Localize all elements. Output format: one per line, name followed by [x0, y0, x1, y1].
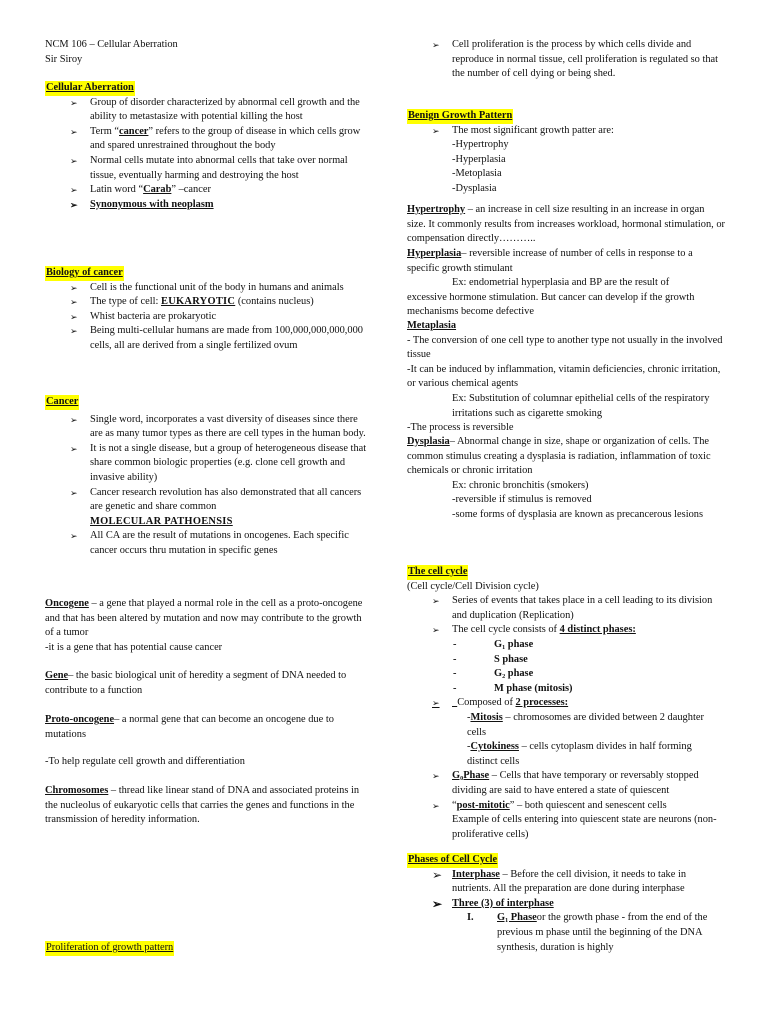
list-item: ➢ Synonymous with neoplasm — [45, 198, 367, 213]
arrow-bullet-icon: ➢ — [432, 771, 440, 782]
list-item: -Mitosis – chromosomes are divided between 2 daughter cells — [467, 711, 704, 738]
list-item: -Cytokiness – cells cytoplasm divides in half forming distinct cells — [467, 741, 692, 767]
course-title: NCM 106 – Cellular Aberration — [45, 39, 178, 50]
arrow-bullet-icon: ➢ — [70, 531, 78, 542]
arrow-bullet-icon: ➢ — [70, 97, 78, 108]
heading-cellular-aberration: Cellular Aberration — [45, 81, 135, 96]
list-item: ➢ The type of cell: EUKARYOTIC (contains nucleus) — [45, 295, 367, 310]
list-item: ➢ Term “cancer” refers to the group of disease in which cells grow and spared unrestrained throughout the body — [70, 125, 361, 152]
list-item: ➢ Series of events that takes place in a cell leading to its division and duplication (Replication) — [432, 595, 713, 621]
list-item: ➢ Latin word “Carab” –cancer — [45, 183, 367, 198]
list-item: - S phase — [453, 653, 528, 665]
section-cellular-aberration — [45, 81, 367, 212]
list-item: ➢ Cancer research revolution has also demonstrated that all cancers are genetic and share common MOLECULAR PATHOENSIS — [70, 486, 362, 527]
list-item: -Metoplasia — [452, 168, 502, 180]
arrow-bullet-icon: ➢ — [432, 625, 440, 636]
arrow-bullet-icon: ➢ — [432, 596, 440, 607]
heading-proliferation: Proliferation of growth pattern — [45, 941, 174, 956]
arrow-bullet-icon: ➢ — [70, 414, 78, 425]
section-phases-of-cell-cycle — [407, 853, 725, 955]
heading-phases-of-cell-cycle: Phases of Cell Cycle — [407, 853, 498, 868]
section-benign-growth — [407, 109, 725, 197]
heading-cancer: Cancer — [45, 395, 79, 410]
arrow-bullet-icon: ➢ — [70, 297, 78, 308]
list-item: ➢ Composed of 2 processes: — [407, 696, 725, 711]
list-item: - M phase (mitosis) — [453, 682, 573, 694]
arrow-bullet-icon: ➢ — [70, 199, 78, 210]
list-item: ➢ Normal cells mutate into abnormal cells that take over normal tissue, eventually harming and destroying the host — [70, 154, 348, 181]
section-proliferation — [45, 941, 367, 956]
list-item: - G₂ phase — [453, 668, 534, 680]
document-header — [45, 38, 367, 67]
list-item: -Hyperplasia — [452, 153, 506, 165]
list-item: ➢ Group of disorder characterized by abnormal cell growth and the ability to metastasize with potential killing the host — [70, 96, 360, 123]
list-item: ➢ Being multi-cellular humans are made from 100,000,000,000,000 cells, all are derived from a single fertilized ovum — [70, 325, 363, 351]
definition-proto-oncogene-note: -To help regulate cell growth and differentiation — [45, 756, 245, 767]
arrow-bullet-icon: ➢ — [70, 443, 78, 454]
arrow-bullet-icon: ➢ — [70, 282, 78, 293]
heading-cell-cycle: The cell cycle — [407, 565, 468, 580]
arrow-bullet-icon: ➢ — [70, 155, 78, 166]
list-item: ➢ Interphase – Before the cell division, it needs to take in nutrients. All the preparation are done during interphase — [432, 867, 687, 895]
arrow-bullet-icon: ➢ — [70, 311, 78, 322]
arrow-bullet-icon: ➢ — [70, 487, 78, 498]
arrow-bullet-icon: ➢ — [432, 867, 443, 882]
section-cell-cycle: The cell cycle (Cell cycle/Cell Division cycle) ➢ Series of events that takes place in a cell leading to its division and duplication (Replication) ➢ The cell cycle consists of 4 distinct phases: - G₁ phase - S phase - G₂ phase - M phase (mitosis) ➢ Composed of 2 processes: -Mitosis – chromosomes are divided between 2 daughter cells -Cytokiness – cells cytoplasm divides in half forming distinct cells ➢ G₀Phase – Cells that have temporary or reversably stopped dividing are said to have entered a state of quiescent ➢ “post-mitotic” – both quiescent and senescent cells Example of cells entering into quiescent state are neurons (non-proliferative cells) — [407, 565, 725, 842]
definition-metaplasia: Metaplasia - The conversion of one cell type to another type not usually in the involved tissue -It can be induced by inflammation, vitamin deficiencies, chronic irritation, or various chemical agents Ex: Substitution of columnar epithelial cells of the respiratory irritations such as cigarette smoking -The process is reversible — [407, 320, 723, 434]
definition-proto-oncogene: Proto-oncogene– a normal gene that can become an oncogene due to mutations — [45, 714, 334, 740]
arrow-bullet-icon: ➢ — [432, 125, 440, 136]
arrow-bullet-icon: ➢ — [70, 126, 78, 137]
list-item: ➢ Single word, incorporates a vast diversity of diseases since there are as many tumor types as there are cell types in the human body. — [70, 413, 366, 440]
list-item: I. G₁ Phaseor the growth phase - from the end of the previous m phase until the beginning of the DNA synthesis, duration is highly — [467, 912, 708, 953]
list-item: ➢ G₀Phase – Cells that have temporary or reversably stopped dividing are said to have entered a state of quiescent — [432, 770, 699, 796]
list-item: ➢ Three (3) of interphase — [432, 896, 554, 911]
definition-hyperplasia: Hyperplasia– reversible increase of number of cells in response to a specific growth stimulant Ex: endometrial hyperplasia and BP are the result of excessive hormone stimulation. But cancer can develop if the growth mechanisms become defective — [407, 248, 695, 318]
section-biology-of-cancer — [45, 266, 367, 354]
list-item: - G₁ phase — [453, 638, 534, 650]
list-item: ➢ “post-mitotic” – both quiescent and senescent cells Example of cells entering into quiescent state are neurons (non-proliferative cells) — [432, 799, 717, 840]
instructor-name: Sir Siroy — [45, 53, 83, 65]
arrow-bullet-icon: ➢ — [432, 698, 440, 709]
arrow-bullet-icon: ➢ — [432, 800, 440, 811]
heading-benign-growth: Benign Growth Pattern — [407, 109, 513, 124]
definition-hypertrophy: Hypertrophy – an increase in cell size resulting in an increase in organ size. It commonly results from increases workload, hormonal stimulation, or compensation directly……….. — [407, 204, 726, 245]
list-item: ➢ The most significant growth patter are: — [407, 124, 725, 139]
list-item: ➢ The cell cycle consists of 4 distinct phases: — [407, 623, 725, 638]
arrow-bullet-icon: ➢ — [70, 326, 78, 337]
list-item: -Dysplasia — [452, 182, 497, 194]
list-item: -Hypertrophy — [452, 139, 509, 151]
list-item: ➢ It is not a single disease, but a group of heterogeneous disease that share common biologic properties (e.g. clone cell growth and invasive ability) — [70, 442, 367, 483]
list-item: ➢ Whist bacteria are prokaryotic — [45, 310, 367, 325]
arrow-bullet-icon: ➢ — [70, 185, 78, 196]
definition-oncogene: Oncogene – a gene that played a normal role in the cell as a proto-oncogene and that has been altered by mutation and now may contribute to the growth of a tumor -it is a gene that has potential cause cancer — [45, 598, 363, 653]
list-item: ➢ All CA are the result of mutations in oncogenes. Each specific cancer occurs thru mutation in specific genes — [70, 530, 349, 556]
arrow-bullet-icon: ➢ — [432, 896, 443, 911]
proliferation-bullet — [407, 38, 725, 82]
definition-gene: Gene– the basic biological unit of heredity a segment of DNA needed to contribute to a function — [45, 670, 347, 696]
list-item: ➢ Cell is the functional unit of the body in humans and animals — [45, 281, 367, 296]
definition-dysplasia: Dysplasia– Abnormal change in size, shape or organization of cells. The common stimulus creating a dysplasia is radiation, inflammation of toxic chemicals or chronic irritation Ex: chronic bronchitis (smokers) -reversible if stimulus is removed -some forms of dysplasia are known as precancerous lesions — [407, 436, 711, 520]
arrow-bullet-icon: ➢ — [432, 40, 440, 50]
heading-biology-of-cancer: Biology of cancer — [45, 266, 124, 281]
definition-chromosomes: Chromosomes – thread like linear stand of DNA and associated proteins in the nucleolus of eukaryotic cells that carries the genes and functions in the transmission of heredity information. — [45, 785, 360, 826]
list-item: ➢ Cell proliferation is the process by which cells divide and reproduce in normal tissue, cell proliferation is regulated so that the number of cell dying or being shed. — [432, 39, 719, 80]
section-cancer — [45, 395, 367, 559]
